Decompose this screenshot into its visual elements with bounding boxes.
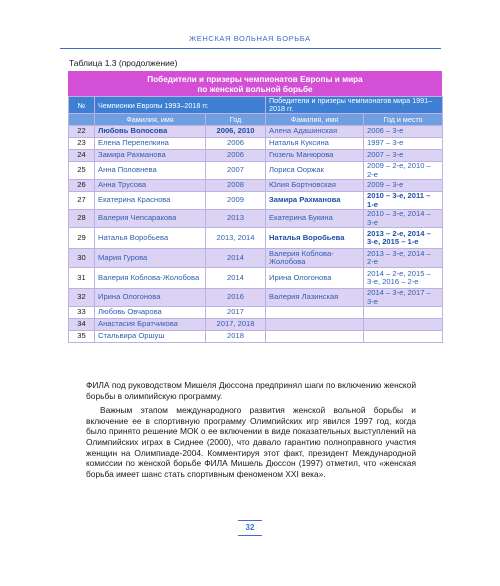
cell-europe-year — [206, 249, 266, 268]
table-subheader-row — [69, 114, 443, 126]
table-grid — [68, 96, 443, 343]
cell-world-name — [266, 192, 364, 210]
cell-world-name-text: Ирина Ологонова — [269, 272, 332, 282]
footer-rule-bottom — [238, 535, 262, 536]
cell-number-text: 30 — [77, 252, 86, 262]
table-row — [69, 249, 443, 268]
column-europe-header: Чемпионки Европы 1993–2018 гг. — [95, 97, 266, 114]
cell-europe-name-text: Любовь Волосова — [98, 126, 168, 136]
cell-europe-year — [206, 210, 266, 228]
cell-world-name — [266, 180, 364, 192]
cell-number-text: 32 — [77, 292, 86, 302]
table-row — [69, 319, 443, 331]
cell-world-yearplace-text: 2010 – 3-е, 2011 – 1-е — [367, 191, 431, 209]
cell-number-text: 35 — [77, 331, 86, 341]
medalists-table — [68, 71, 442, 343]
cell-number-text: 23 — [77, 138, 86, 148]
cell-number-text: 31 — [77, 272, 86, 282]
cell-number — [69, 307, 95, 319]
cell-europe-year — [206, 228, 266, 249]
cell-europe-year-text: 2008 — [227, 180, 244, 190]
cell-world-name — [266, 268, 364, 289]
cell-europe-name — [95, 162, 206, 180]
cell-world-yearplace-text: 2009 – 2-е, 2010 – 2-е — [367, 161, 431, 179]
cell-world-name — [266, 210, 364, 228]
cell-number — [69, 180, 95, 192]
table-title-line1: Победители и призеры чемпионатов Европы и мира — [147, 75, 363, 84]
cell-world-name-text: Замира Рахманова — [269, 195, 341, 205]
cell-europe-year — [206, 289, 266, 307]
cell-world-yearplace-text: 2013 – 2-е, 2014 – 3-е, 2015 – 1-е — [367, 228, 431, 246]
cell-world-yearplace — [364, 150, 443, 162]
cell-europe-name-text: Анна Трусова — [98, 180, 147, 190]
cell-world-yearplace — [364, 319, 443, 331]
cell-europe-year-text: 2016 — [227, 292, 244, 302]
cell-europe-name — [95, 192, 206, 210]
cell-number-text: 33 — [77, 307, 86, 317]
cell-world-yearplace — [364, 307, 443, 319]
cell-world-yearplace — [364, 180, 443, 192]
cell-number — [69, 192, 95, 210]
header-rule — [60, 48, 441, 49]
cell-world-yearplace — [364, 126, 443, 138]
cell-europe-year-text: 2017, 2018 — [216, 319, 255, 329]
cell-world-name — [266, 289, 364, 307]
cell-europe-year — [206, 150, 266, 162]
cell-world-yearplace-text: 1997 – 3-е — [367, 138, 404, 148]
table-caption: Таблица 1.3 (продолжение) — [69, 58, 178, 68]
cell-world-yearplace-text: 2013 – 3-е, 2014 – 2-е — [367, 248, 431, 266]
cell-number — [69, 162, 95, 180]
table-row — [69, 180, 443, 192]
table-row — [69, 289, 443, 307]
cell-europe-year-text: 2007 — [227, 165, 244, 175]
cell-number — [69, 210, 95, 228]
cell-world-yearplace — [364, 192, 443, 210]
cell-world-yearplace — [364, 138, 443, 150]
cell-europe-name — [95, 249, 206, 268]
cell-europe-name-text: Валерия Чепсаракова — [98, 213, 177, 223]
cell-europe-year-text: 2018 — [227, 331, 244, 341]
cell-europe-year — [206, 162, 266, 180]
table-row — [69, 228, 443, 249]
cell-europe-name — [95, 126, 206, 138]
cell-europe-name-text: Наталья Воробьева — [98, 232, 169, 242]
cell-europe-year-text: 2009 — [227, 195, 244, 205]
cell-world-name-text: Наталья Воробьева — [269, 232, 345, 242]
cell-europe-name — [95, 319, 206, 331]
cell-number-text: 25 — [77, 165, 86, 175]
cell-europe-name — [95, 307, 206, 319]
cell-europe-name-text: Стальвира Оршуш — [98, 331, 165, 341]
cell-europe-year-text: 2014 — [227, 272, 244, 282]
cell-europe-name — [95, 150, 206, 162]
cell-europe-name — [95, 268, 206, 289]
running-header: ЖЕНСКАЯ ВОЛЬНАЯ БОРЬБА — [189, 34, 311, 43]
cell-world-name — [266, 331, 364, 343]
cell-world-yearplace — [364, 268, 443, 289]
cell-europe-name — [95, 210, 206, 228]
cell-world-name — [266, 307, 364, 319]
paragraph-2: Важным этапом международного развития женской вольной борьбы и включение ее в спортивную программу Олимпийских игр явился 1997 год, когда было принято решение МОК о ее включении в виде показательных выступлений на Олимпийских играх в Сиднее (2000), что давало гарантию полноправного участия женщин на Олимпиаде-2004. Комментируя этот факт, президент Международной комиссии по женской борьбе ФИЛА Мишель Дюссон (1997) отметил, что «женская борьба имеет шанс стать спортивным феноменом XXI века». — [86, 405, 416, 479]
cell-europe-name-text: Ирина Ологонова — [98, 292, 161, 302]
table-row — [69, 126, 443, 138]
cell-europe-name-text: Екатерина Краснова — [98, 195, 171, 205]
body-text — [86, 380, 416, 479]
cell-europe-year — [206, 307, 266, 319]
cell-number — [69, 289, 95, 307]
subheader-empty — [69, 114, 95, 126]
cell-europe-year — [206, 180, 266, 192]
cell-number — [69, 150, 95, 162]
subheader-yearplace-world: Год и место — [364, 114, 443, 126]
cell-world-yearplace — [364, 331, 443, 343]
column-world-header: Победители и призеры чемпионатов мира 1991–2018 гг. — [266, 97, 443, 114]
cell-europe-year-text: 2006 — [227, 138, 244, 148]
subheader-name-europe: Фамилия, имя — [95, 114, 206, 126]
cell-europe-year — [206, 268, 266, 289]
cell-world-yearplace-text: 2006 – 3-е — [367, 126, 404, 136]
table-row — [69, 192, 443, 210]
cell-number-text: 29 — [77, 232, 86, 242]
cell-world-name-text: Валерия Коблова-Жолобова — [269, 248, 334, 266]
cell-europe-name-text: Анастасия Братчикова — [98, 319, 178, 329]
table-row — [69, 162, 443, 180]
cell-world-name-text: Валерия Лазинская — [269, 292, 339, 302]
cell-europe-year — [206, 126, 266, 138]
cell-number-text: 34 — [77, 319, 86, 329]
table-row — [69, 150, 443, 162]
cell-europe-name-text: Анна Половнева — [98, 165, 157, 175]
cell-europe-year — [206, 319, 266, 331]
cell-number-text: 28 — [77, 213, 86, 223]
cell-world-yearplace — [364, 249, 443, 268]
cell-europe-name — [95, 180, 206, 192]
cell-europe-year — [206, 331, 266, 343]
cell-number — [69, 319, 95, 331]
table-row — [69, 307, 443, 319]
table-title-banner — [68, 71, 442, 96]
cell-number-text: 27 — [77, 195, 86, 205]
cell-europe-name — [95, 331, 206, 343]
cell-world-name — [266, 228, 364, 249]
cell-world-yearplace-text: 2014 – 2-е, 2015 – 3-е, 2016 – 2-е — [367, 268, 431, 286]
cell-europe-name — [95, 138, 206, 150]
cell-number-text: 24 — [77, 150, 86, 160]
table-row — [69, 210, 443, 228]
cell-world-yearplace-text: 2014 – 3-е, 2017 – 3-е — [367, 288, 431, 306]
cell-world-name — [266, 319, 364, 331]
cell-europe-name-text: Любовь Овчарова — [98, 307, 162, 317]
cell-number — [69, 331, 95, 343]
cell-europe-year-text: 2013, 2014 — [216, 232, 255, 242]
cell-europe-name-text: Валерия Коблова-Жолобова — [98, 272, 200, 282]
cell-world-name-text: Лориса Ооржак — [269, 165, 324, 175]
cell-europe-year-text: 2017 — [227, 307, 244, 317]
cell-europe-name-text: Замира Рахманова — [98, 150, 166, 160]
cell-europe-name — [95, 289, 206, 307]
cell-number-text: 22 — [77, 126, 86, 136]
cell-number — [69, 268, 95, 289]
cell-number — [69, 138, 95, 150]
subheader-year-europe: Год — [206, 114, 266, 126]
cell-world-name — [266, 249, 364, 268]
cell-world-yearplace-text: 2009 – 3-е — [367, 180, 404, 190]
table-row — [69, 268, 443, 289]
cell-number — [69, 249, 95, 268]
cell-world-yearplace — [364, 162, 443, 180]
cell-world-name-text: Гюзель Манюрова — [269, 150, 334, 160]
cell-world-name — [266, 138, 364, 150]
cell-europe-year-text: 2006, 2010 — [216, 126, 255, 136]
cell-world-name-text: Юлия Бортновская — [269, 180, 336, 190]
paragraph-1: ФИЛА под руководством Мишеля Дюссона предпринял шаги по включению женской борьбы в олимпийскую программу. — [86, 380, 416, 401]
cell-world-name — [266, 162, 364, 180]
cell-world-yearplace — [364, 210, 443, 228]
cell-europe-year — [206, 138, 266, 150]
cell-world-name-text: Наталья Куксина — [269, 138, 329, 148]
cell-world-name — [266, 150, 364, 162]
cell-europe-name-text: Елена Перепелкина — [98, 138, 169, 148]
cell-europe-year-text: 2013 — [227, 213, 244, 223]
cell-world-yearplace — [364, 228, 443, 249]
cell-europe-year-text: 2006 — [227, 150, 244, 160]
table-row — [69, 138, 443, 150]
cell-europe-year — [206, 192, 266, 210]
table-header-row — [69, 97, 443, 114]
cell-europe-year-text: 2014 — [227, 252, 244, 262]
cell-world-name-text: Екатерина Букина — [269, 213, 333, 223]
cell-world-name — [266, 126, 364, 138]
cell-number-text: 26 — [77, 180, 86, 190]
page-number: 32 — [245, 523, 255, 532]
cell-number — [69, 126, 95, 138]
cell-number — [69, 228, 95, 249]
cell-world-yearplace-text: 2010 – 3-е, 2014 – 3-е — [367, 209, 431, 227]
table-row — [69, 331, 443, 343]
footer-rule-top — [238, 520, 262, 521]
cell-europe-name — [95, 228, 206, 249]
cell-world-yearplace-text: 2007 – 3-е — [367, 150, 404, 160]
cell-europe-name-text: Мария Гурова — [98, 252, 148, 262]
table-title-line2: по женской вольной борьбе — [197, 85, 313, 94]
subheader-name-world: Фамилия, имя — [266, 114, 364, 126]
column-number-header: № — [69, 97, 95, 114]
cell-world-name-text: Алена Адашинская — [269, 126, 338, 136]
cell-world-yearplace — [364, 289, 443, 307]
